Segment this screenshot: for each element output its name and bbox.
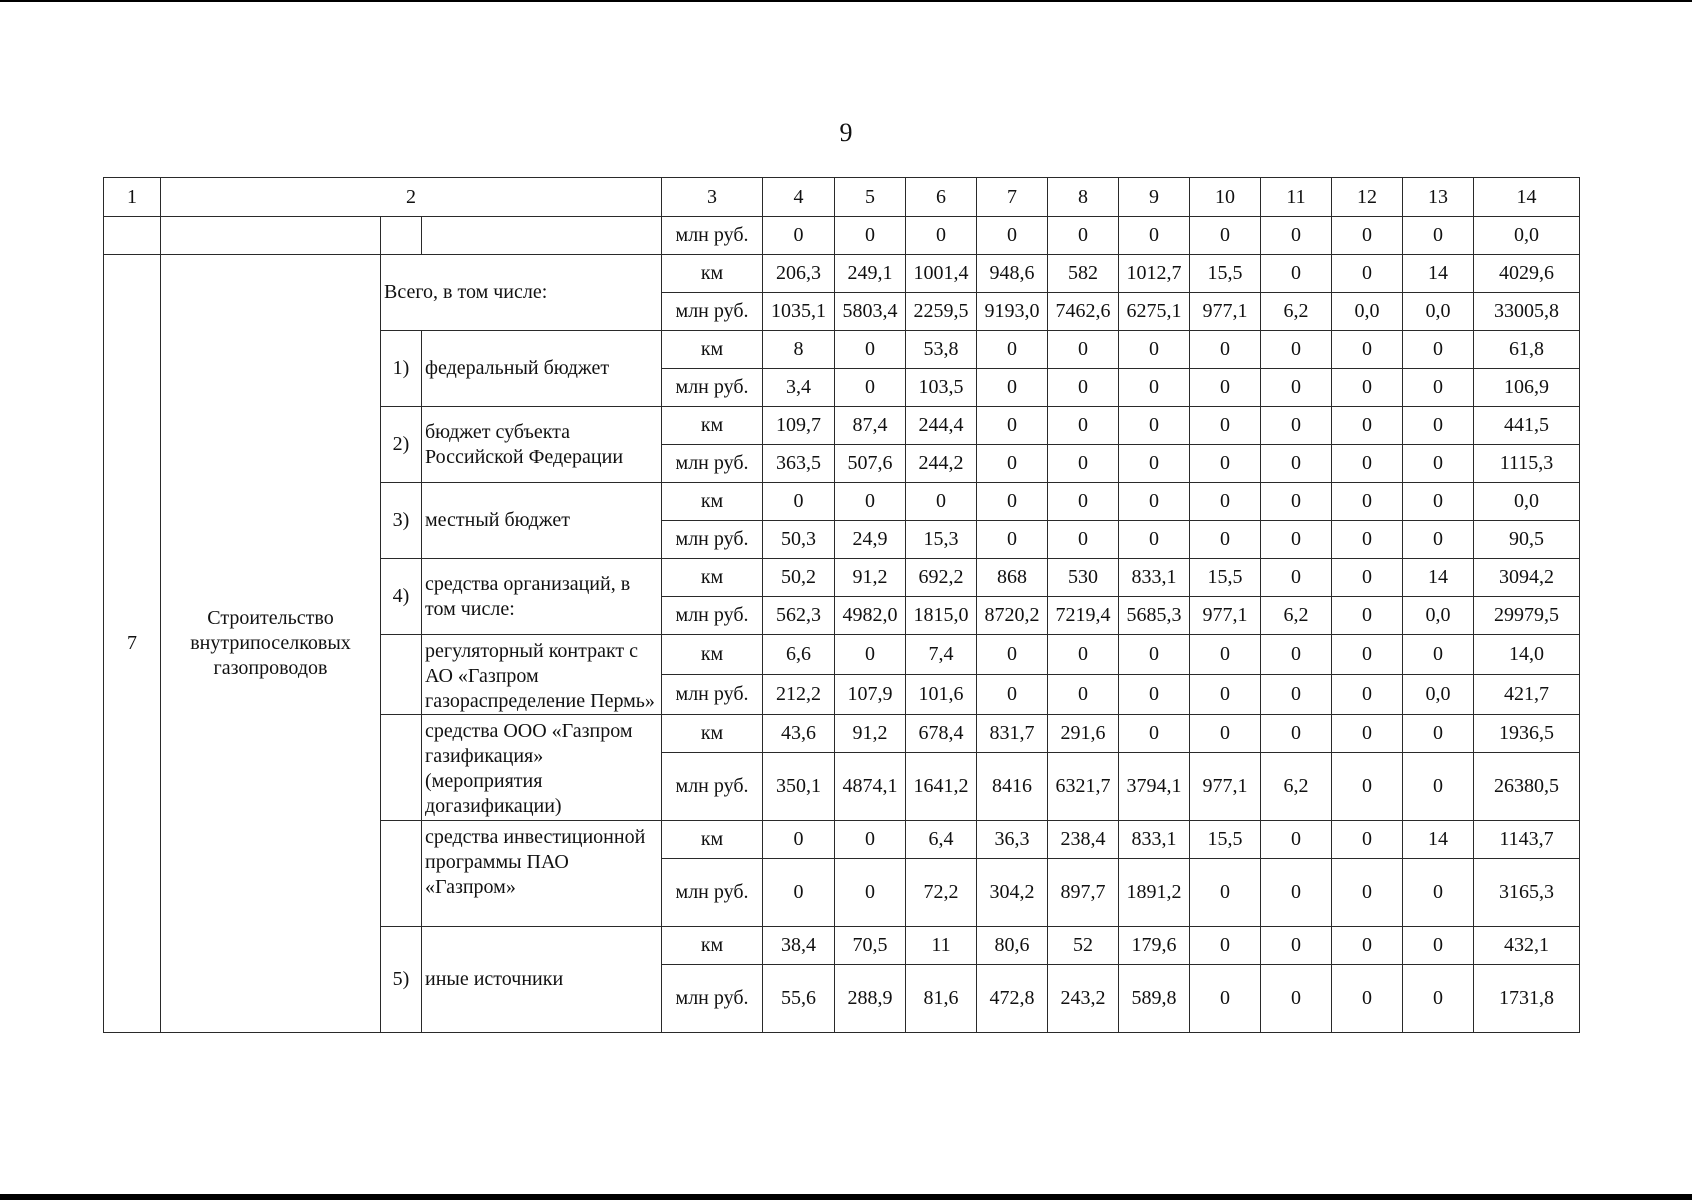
empty-cell xyxy=(381,715,422,821)
value-cell: 0 xyxy=(1119,521,1190,559)
value-cell: 0 xyxy=(1332,675,1403,715)
value-cell: 1001,4 xyxy=(906,255,977,293)
value-cell: 0 xyxy=(1048,635,1119,675)
value-cell: 5803,4 xyxy=(835,293,906,331)
value-cell: 472,8 xyxy=(977,965,1048,1033)
value-cell: 3794,1 xyxy=(1119,753,1190,821)
value-cell: 0 xyxy=(1403,753,1474,821)
value-cell: 304,2 xyxy=(977,859,1048,927)
value-cell: 833,1 xyxy=(1119,559,1190,597)
value-cell: 0 xyxy=(1119,635,1190,675)
source-number: 5) xyxy=(381,927,422,1033)
value-cell: 0,0 xyxy=(1332,293,1403,331)
column-number: 9 xyxy=(1119,178,1190,217)
value-cell: 0 xyxy=(1332,753,1403,821)
value-cell: 14 xyxy=(1403,255,1474,293)
value-cell: 0 xyxy=(835,483,906,521)
value-cell: 948,6 xyxy=(977,255,1048,293)
value-cell: 0 xyxy=(1403,407,1474,445)
value-cell: 14 xyxy=(1403,559,1474,597)
unit-cell: км xyxy=(662,483,763,521)
value-cell: 0 xyxy=(835,635,906,675)
unit-cell: км xyxy=(662,927,763,965)
value-cell: 7,4 xyxy=(906,635,977,675)
value-cell: 0 xyxy=(1403,331,1474,369)
value-cell: 692,2 xyxy=(906,559,977,597)
value-cell: 0 xyxy=(1190,635,1261,675)
unit-cell: км xyxy=(662,559,763,597)
value-cell: 0 xyxy=(1119,445,1190,483)
empty-cell xyxy=(381,635,422,715)
value-cell: 0 xyxy=(1261,821,1332,859)
value-cell: 0 xyxy=(1332,369,1403,407)
value-cell: 103,5 xyxy=(906,369,977,407)
value-cell: 0 xyxy=(1261,331,1332,369)
value-cell: 3,4 xyxy=(763,369,835,407)
source-label: федеральный бюджет xyxy=(422,331,662,407)
value-cell: 0 xyxy=(1190,445,1261,483)
value-cell: 0 xyxy=(1119,217,1190,255)
value-cell: 0 xyxy=(1403,217,1474,255)
value-cell: 1012,7 xyxy=(1119,255,1190,293)
value-cell: 0 xyxy=(1332,965,1403,1033)
value-cell: 0 xyxy=(835,859,906,927)
value-cell: 0 xyxy=(1048,331,1119,369)
value-cell: 363,5 xyxy=(763,445,835,483)
value-cell: 243,2 xyxy=(1048,965,1119,1033)
value-cell: 53,8 xyxy=(906,331,977,369)
scan-bottom-edge xyxy=(0,1194,1692,1200)
source-label: средства ООО «Газпром газификация» (мероприятия догазификации) xyxy=(422,715,662,821)
value-cell: 6,2 xyxy=(1261,597,1332,635)
value-cell: 0 xyxy=(1261,255,1332,293)
unit-cell: млн руб. xyxy=(662,293,763,331)
unit-cell: млн руб. xyxy=(662,753,763,821)
source-label: регуляторный контракт с АО «Газпром газораспределение Пермь» xyxy=(422,635,662,715)
value-cell: 0 xyxy=(763,483,835,521)
value-cell: 249,1 xyxy=(835,255,906,293)
value-cell: 70,5 xyxy=(835,927,906,965)
total-label: Всего, в том числе: xyxy=(381,255,662,331)
value-cell: 1815,0 xyxy=(906,597,977,635)
value-cell: 977,1 xyxy=(1190,293,1261,331)
value-cell: 0 xyxy=(1261,483,1332,521)
value-cell: 244,4 xyxy=(906,407,977,445)
source-number: 3) xyxy=(381,483,422,559)
total-km-row xyxy=(104,255,1580,293)
value-cell: 0 xyxy=(1048,521,1119,559)
value-cell: 6,6 xyxy=(763,635,835,675)
header-row xyxy=(104,178,1580,217)
value-cell: 91,2 xyxy=(835,715,906,753)
value-cell: 4982,0 xyxy=(835,597,906,635)
value-cell: 831,7 xyxy=(977,715,1048,753)
value-cell: 0 xyxy=(1190,715,1261,753)
value-cell: 238,4 xyxy=(1048,821,1119,859)
value-cell: 977,1 xyxy=(1190,753,1261,821)
value-cell: 3165,3 xyxy=(1474,859,1580,927)
value-cell: 80,6 xyxy=(977,927,1048,965)
value-cell: 0 xyxy=(1261,715,1332,753)
column-number: 10 xyxy=(1190,178,1261,217)
value-cell: 15,5 xyxy=(1190,255,1261,293)
value-cell: 0 xyxy=(1048,217,1119,255)
value-cell: 36,3 xyxy=(977,821,1048,859)
value-cell: 11 xyxy=(906,927,977,965)
source-label: бюджет субъекта Российской Федерации xyxy=(422,407,662,483)
empty-cell xyxy=(381,217,422,255)
value-cell: 421,7 xyxy=(1474,675,1580,715)
column-number: 5 xyxy=(835,178,906,217)
carryover-row xyxy=(104,217,1580,255)
value-cell: 14 xyxy=(1403,821,1474,859)
value-cell: 0 xyxy=(1332,331,1403,369)
value-cell: 81,6 xyxy=(906,965,977,1033)
value-cell: 0 xyxy=(1119,407,1190,445)
value-cell: 52 xyxy=(1048,927,1119,965)
unit-cell: млн руб. xyxy=(662,675,763,715)
unit-cell: млн руб. xyxy=(662,217,763,255)
column-number: 3 xyxy=(662,178,763,217)
value-cell: 0 xyxy=(1048,445,1119,483)
value-cell: 0 xyxy=(1261,521,1332,559)
value-cell: 0 xyxy=(1332,927,1403,965)
value-cell: 50,3 xyxy=(763,521,835,559)
value-cell: 0 xyxy=(1190,331,1261,369)
value-cell: 0 xyxy=(1190,859,1261,927)
value-cell: 8 xyxy=(763,331,835,369)
value-cell: 0 xyxy=(977,521,1048,559)
value-cell: 0 xyxy=(763,217,835,255)
value-cell: 106,9 xyxy=(1474,369,1580,407)
value-cell: 6275,1 xyxy=(1119,293,1190,331)
unit-cell: млн руб. xyxy=(662,965,763,1033)
value-cell: 0 xyxy=(763,821,835,859)
value-cell: 0 xyxy=(1332,521,1403,559)
value-cell: 678,4 xyxy=(906,715,977,753)
value-cell: 5685,3 xyxy=(1119,597,1190,635)
value-cell: 0 xyxy=(1332,445,1403,483)
value-cell: 868 xyxy=(977,559,1048,597)
value-cell: 0 xyxy=(1261,675,1332,715)
value-cell: 0 xyxy=(1332,407,1403,445)
value-cell: 0 xyxy=(763,859,835,927)
column-number: 6 xyxy=(906,178,977,217)
value-cell: 55,6 xyxy=(763,965,835,1033)
value-cell: 0 xyxy=(977,635,1048,675)
column-number: 1 xyxy=(104,178,161,217)
value-cell: 0 xyxy=(977,445,1048,483)
value-cell: 206,3 xyxy=(763,255,835,293)
value-cell: 0 xyxy=(1403,445,1474,483)
value-cell: 0 xyxy=(1190,407,1261,445)
value-cell: 4029,6 xyxy=(1474,255,1580,293)
value-cell: 2259,5 xyxy=(906,293,977,331)
value-cell: 0 xyxy=(977,369,1048,407)
column-number: 12 xyxy=(1332,178,1403,217)
value-cell: 507,6 xyxy=(835,445,906,483)
item-name: Строительство внутрипоселковых газопроводов xyxy=(161,255,381,1033)
value-cell: 0 xyxy=(1403,369,1474,407)
budget-table xyxy=(103,177,1580,1033)
value-cell: 1891,2 xyxy=(1119,859,1190,927)
value-cell: 101,6 xyxy=(906,675,977,715)
value-cell: 0 xyxy=(1190,675,1261,715)
value-cell: 0 xyxy=(1190,483,1261,521)
value-cell: 0 xyxy=(977,483,1048,521)
value-cell: 977,1 xyxy=(1190,597,1261,635)
value-cell: 3094,2 xyxy=(1474,559,1580,597)
value-cell: 90,5 xyxy=(1474,521,1580,559)
value-cell: 33005,8 xyxy=(1474,293,1580,331)
unit-cell: км xyxy=(662,407,763,445)
value-cell: 0 xyxy=(1332,597,1403,635)
column-number: 13 xyxy=(1403,178,1474,217)
value-cell: 0 xyxy=(1190,369,1261,407)
value-cell: 0 xyxy=(1403,483,1474,521)
value-cell: 0 xyxy=(1261,217,1332,255)
value-cell: 1035,1 xyxy=(763,293,835,331)
unit-cell: млн руб. xyxy=(662,597,763,635)
value-cell: 244,2 xyxy=(906,445,977,483)
unit-cell: км xyxy=(662,255,763,293)
value-cell: 179,6 xyxy=(1119,927,1190,965)
value-cell: 350,1 xyxy=(763,753,835,821)
value-cell: 288,9 xyxy=(835,965,906,1033)
value-cell: 0 xyxy=(1119,369,1190,407)
unit-cell: км xyxy=(662,715,763,753)
item-number: 7 xyxy=(104,255,161,1033)
unit-cell: млн руб. xyxy=(662,859,763,927)
value-cell: 0 xyxy=(1261,369,1332,407)
value-cell: 6,4 xyxy=(906,821,977,859)
value-cell: 0,0 xyxy=(1403,675,1474,715)
value-cell: 0 xyxy=(977,407,1048,445)
value-cell: 43,6 xyxy=(763,715,835,753)
value-cell: 61,8 xyxy=(1474,331,1580,369)
value-cell: 0 xyxy=(1048,407,1119,445)
value-cell: 0,0 xyxy=(1403,293,1474,331)
value-cell: 0 xyxy=(1261,559,1332,597)
value-cell: 212,2 xyxy=(763,675,835,715)
value-cell: 0 xyxy=(1332,255,1403,293)
value-cell: 441,5 xyxy=(1474,407,1580,445)
value-cell: 14,0 xyxy=(1474,635,1580,675)
value-cell: 0 xyxy=(835,369,906,407)
value-cell: 109,7 xyxy=(763,407,835,445)
unit-cell: млн руб. xyxy=(662,445,763,483)
value-cell: 897,7 xyxy=(1048,859,1119,927)
value-cell: 0 xyxy=(1332,559,1403,597)
value-cell: 0 xyxy=(835,821,906,859)
value-cell: 0 xyxy=(1403,965,1474,1033)
value-cell: 26380,5 xyxy=(1474,753,1580,821)
value-cell: 0 xyxy=(1119,331,1190,369)
value-cell: 582 xyxy=(1048,255,1119,293)
value-cell: 50,2 xyxy=(763,559,835,597)
value-cell: 6,2 xyxy=(1261,293,1332,331)
unit-cell: км xyxy=(662,331,763,369)
value-cell: 432,1 xyxy=(1474,927,1580,965)
unit-cell: млн руб. xyxy=(662,521,763,559)
source-number: 1) xyxy=(381,331,422,407)
unit-cell: млн руб. xyxy=(662,369,763,407)
value-cell: 1641,2 xyxy=(906,753,977,821)
value-cell: 4874,1 xyxy=(835,753,906,821)
column-number: 7 xyxy=(977,178,1048,217)
value-cell: 0 xyxy=(1261,445,1332,483)
value-cell: 15,5 xyxy=(1190,559,1261,597)
value-cell: 87,4 xyxy=(835,407,906,445)
source-label: средства организаций, в том числе: xyxy=(422,559,662,635)
empty-cell xyxy=(422,217,662,255)
empty-cell xyxy=(381,821,422,927)
value-cell: 0,0 xyxy=(1403,597,1474,635)
value-cell: 91,2 xyxy=(835,559,906,597)
value-cell: 29979,5 xyxy=(1474,597,1580,635)
value-cell: 0 xyxy=(906,483,977,521)
value-cell: 0 xyxy=(1403,521,1474,559)
value-cell: 0,0 xyxy=(1474,217,1580,255)
value-cell: 1115,3 xyxy=(1474,445,1580,483)
empty-cell xyxy=(104,217,161,255)
value-cell: 833,1 xyxy=(1119,821,1190,859)
value-cell: 8720,2 xyxy=(977,597,1048,635)
value-cell: 0 xyxy=(1403,927,1474,965)
column-number: 4 xyxy=(763,178,835,217)
value-cell: 107,9 xyxy=(835,675,906,715)
value-cell: 0 xyxy=(906,217,977,255)
value-cell: 0 xyxy=(1048,483,1119,521)
value-cell: 0 xyxy=(1403,859,1474,927)
value-cell: 0 xyxy=(1119,675,1190,715)
value-cell: 0 xyxy=(1332,859,1403,927)
value-cell: 7462,6 xyxy=(1048,293,1119,331)
value-cell: 0 xyxy=(1048,675,1119,715)
value-cell: 0 xyxy=(835,331,906,369)
value-cell: 0 xyxy=(835,217,906,255)
value-cell: 0 xyxy=(1332,635,1403,675)
value-cell: 0 xyxy=(1332,821,1403,859)
value-cell: 72,2 xyxy=(906,859,977,927)
column-number: 8 xyxy=(1048,178,1119,217)
value-cell: 0 xyxy=(1048,369,1119,407)
value-cell: 0 xyxy=(1403,635,1474,675)
value-cell: 0 xyxy=(1190,965,1261,1033)
value-cell: 0 xyxy=(977,217,1048,255)
value-cell: 589,8 xyxy=(1119,965,1190,1033)
value-cell: 0 xyxy=(1261,965,1332,1033)
value-cell: 0 xyxy=(1403,715,1474,753)
value-cell: 530 xyxy=(1048,559,1119,597)
value-cell: 1143,7 xyxy=(1474,821,1580,859)
value-cell: 9193,0 xyxy=(977,293,1048,331)
value-cell: 562,3 xyxy=(763,597,835,635)
value-cell: 24,9 xyxy=(835,521,906,559)
value-cell: 0 xyxy=(1261,635,1332,675)
value-cell: 0 xyxy=(977,331,1048,369)
value-cell: 0 xyxy=(1119,483,1190,521)
value-cell: 38,4 xyxy=(763,927,835,965)
column-number: 14 xyxy=(1474,178,1580,217)
value-cell: 0 xyxy=(1119,715,1190,753)
column-number: 11 xyxy=(1261,178,1332,217)
source-label: иные источники xyxy=(422,927,662,1033)
value-cell: 0 xyxy=(1261,407,1332,445)
value-cell: 15,3 xyxy=(906,521,977,559)
value-cell: 7219,4 xyxy=(1048,597,1119,635)
value-cell: 0 xyxy=(1332,715,1403,753)
value-cell: 6321,7 xyxy=(1048,753,1119,821)
value-cell: 0 xyxy=(1332,483,1403,521)
value-cell: 6,2 xyxy=(1261,753,1332,821)
value-cell: 0 xyxy=(977,675,1048,715)
source-label: средства инвестиционной программы ПАО «Газпром» xyxy=(422,821,662,927)
source-label: местный бюджет xyxy=(422,483,662,559)
value-cell: 291,6 xyxy=(1048,715,1119,753)
value-cell: 1936,5 xyxy=(1474,715,1580,753)
value-cell: 0 xyxy=(1261,859,1332,927)
unit-cell: км xyxy=(662,635,763,675)
column-number: 2 xyxy=(161,178,662,217)
value-cell: 15,5 xyxy=(1190,821,1261,859)
value-cell: 0 xyxy=(1190,217,1261,255)
value-cell: 0 xyxy=(1261,927,1332,965)
unit-cell: км xyxy=(662,821,763,859)
value-cell: 8416 xyxy=(977,753,1048,821)
page-number: 9 xyxy=(839,118,853,147)
scan-top-edge xyxy=(0,0,1692,2)
source-number: 4) xyxy=(381,559,422,635)
source-number: 2) xyxy=(381,407,422,483)
table-body xyxy=(104,178,1580,1033)
value-cell: 0,0 xyxy=(1474,483,1580,521)
value-cell: 1731,8 xyxy=(1474,965,1580,1033)
value-cell: 0 xyxy=(1190,927,1261,965)
empty-cell xyxy=(161,217,381,255)
value-cell: 0 xyxy=(1190,521,1261,559)
value-cell: 0 xyxy=(1332,217,1403,255)
